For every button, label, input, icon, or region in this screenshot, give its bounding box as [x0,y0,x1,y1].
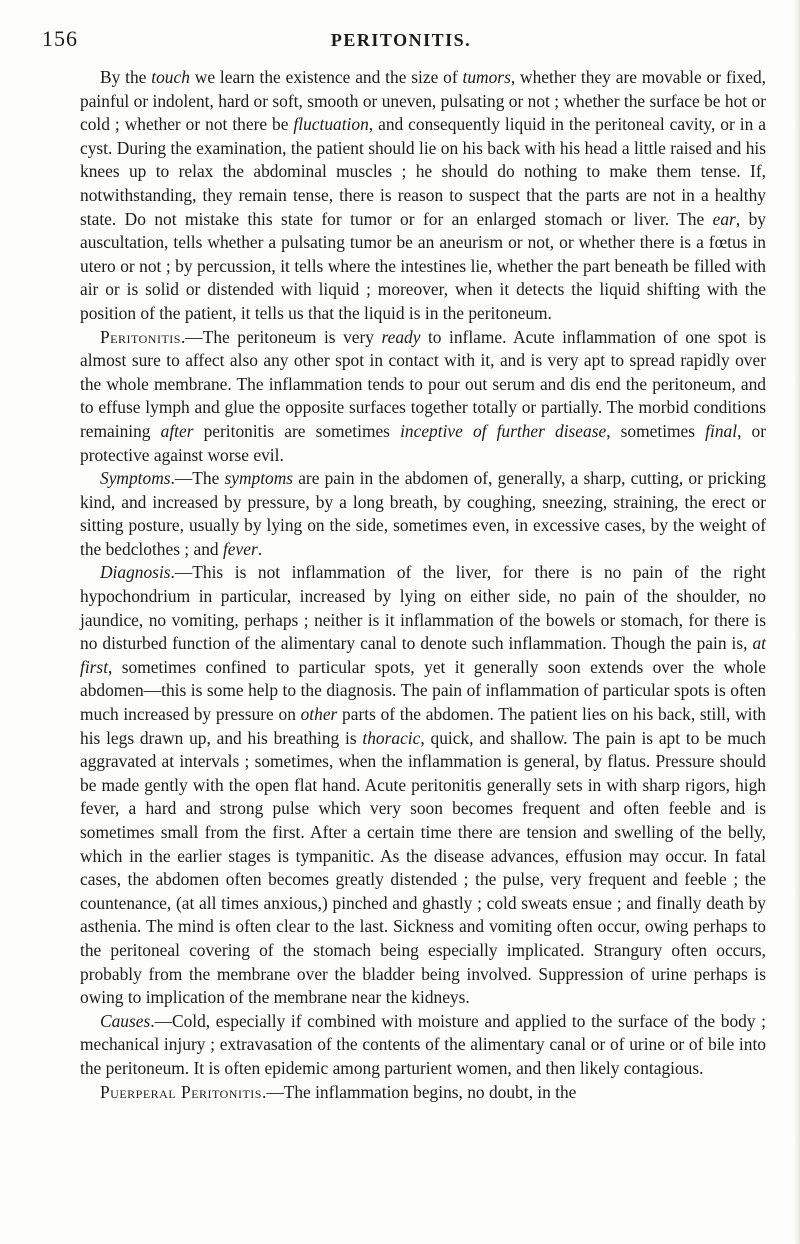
italic-term: fever [222,538,258,559]
text-run: , and consequently liquid in the peritoneal cavity, or in a cyst. During the examination, the patient should lie on his back with his head a little raised and his knees up to relax the abdominal muscles ; he should do nothing to make them tense. If, notwithstanding, they remain tense, there is reason to suspect that the parts are not in a healthy state. Do not mistake this state for tumor or for an enlarged stomach or liver. The [80,114,766,229]
text-run: , or protective against worse evil. [80,420,767,465]
subsection-heading: Diagnosis [100,562,171,583]
text-run: , sometimes confined to particular spots, yet it generally soon extends over the whole abdomen—this is some help to the diagnosis. The pain of inflammation of particular spots is often much increased by pressure on [80,656,766,725]
section-heading: Peritonitis [100,326,181,347]
text-run: peritonitis are sometimes [193,420,401,441]
italic-term: inceptive of further disease [400,420,607,441]
subsection-heading: Causes [100,1010,151,1031]
text-run: .—The [170,468,225,489]
text-run: to inflame. Acute inflammation of one spot is almost sure to affect also any other spot in contact with it, and is very apt to spread rapidly over the whole membrane. The inflammation tends to pour out serum and dis end the peritoneum, and to effuse lymph and glue the opposite surfaces together totally or partially. The morbid conditions remaining [80,326,767,441]
text-run: .—This is not inflammation of the liver, for there is no pain of the right hypochondrium in particular, increased by lying on either side, no pain of the shoulder, no jaundice, no vomiting, perhaps ; neither is it inflammation of the bowels or stomach, for there is no disturbed function of the alimentary canal to denote such inflammation. Though the pain is, [80,562,766,654]
text-run: , quick, and shallow. The pain is apt to be much aggravated at intervals ; sometimes, when the inflammation is general, by flatus. Pressure should be made gently with the open flat hand. Acute peritonitis generally sets in with sharp rigors, high fever, a hard and strong pulse which very soon becomes frequent and often feeble and is sometimes small from the first. After a certain time there are tension and swelling of the belly, which in the earlier stages is tympanitic. As the disease advances, effusion may occur. In fatal cases, the abdomen often becomes greatly distended ; the pulse, very frequent and feeble ; the countenance, (at all times anxious,) pinched and ghastly ; cold sweats ensue ; and finally death by asthenia. The mind is often clear to the last. Sickness and vomiting often occur, owing perhaps to the peritoneal covering of the stomach being especially implicated. Strangury often occurs, probably from the membrane over the bladder being involved. Suppression of urine perhaps is owing to implication of the membrane near the kidneys. [80,727,766,1008]
page-header [42,26,760,60]
text-run: .—Cold, especially if combined with moisture and applied to the surface of the body ; mechanical injury ; extravasation of the contents of the alimentary canal or of urine or of bile into the peritoneum. It is often epidemic among parturient women, and then likely contagious. [80,1010,766,1078]
italic-term: ready [381,326,421,347]
page-edge-shadow [794,0,800,1244]
italic-term: touch [151,67,190,87]
paragraph-symptoms [80,467,766,561]
paragraph-causes [80,1010,766,1081]
subsection-heading: Symptoms [100,468,171,489]
text-run: are pain in the abdomen of, generally, a sharp, cutting, or pricking kind, and increased by pressure, by a long breath, by coughing, sneezing, straining, the erect or sitting posture, usually by lying on the side, sometimes even, in excessive cases, by the weight of the bedclothes ; and [80,468,766,559]
text-run: , by auscultation, tells whether a pulsating tumor be an aneurism or not, or whether there is a fœtus in utero or not ; by percussion, it tells where the intestines lie, whether the part beneath be filled with air or is solid or distended with liquid ; moreover, when it detects the liquid shifting with the position of the patient, it tells us that the liquid is in the peritoneum. [80,208,766,323]
italic-term: after [160,420,194,441]
paragraph-examination [80,66,766,326]
italic-term: ear [712,208,736,229]
italic-term: symptoms [224,468,294,489]
text-run: . [257,538,263,559]
text-run: .—The peritoneum is very [180,326,382,347]
italic-term: fluctuation [293,114,369,135]
italic-term: other [300,704,338,725]
text-run: parts of the abdomen. The patient lies on his back, still, with his legs drawn up, and his breathing is [80,704,766,748]
text-run: , whether they are movable or fixed, painful or indolent, hard or soft, smooth or uneven, pulsating or not ; whether the surface be hot or cold ; whether or not there be [80,67,766,135]
text-run: By the [100,67,152,87]
body-text [80,66,766,1104]
section-heading: Puerperal Peritonitis [100,1081,262,1102]
italic-term: thoracic [362,727,421,748]
text-run: we learn the existence and the size of [189,67,463,87]
paragraph-puerperal-peritonitis [80,1081,766,1105]
text-run: .—The inflammation begins, no doubt, in the [261,1081,577,1102]
paragraph-diagnosis [80,561,766,1009]
italic-term: tumors [462,67,511,87]
italic-term: final [705,420,738,441]
text-run: , sometimes [606,420,706,441]
paragraph-peritonitis [80,326,766,468]
page-number: 156 [42,26,78,51]
italic-term: at first [80,633,766,677]
running-head: PERITONITIS. [330,30,472,50]
